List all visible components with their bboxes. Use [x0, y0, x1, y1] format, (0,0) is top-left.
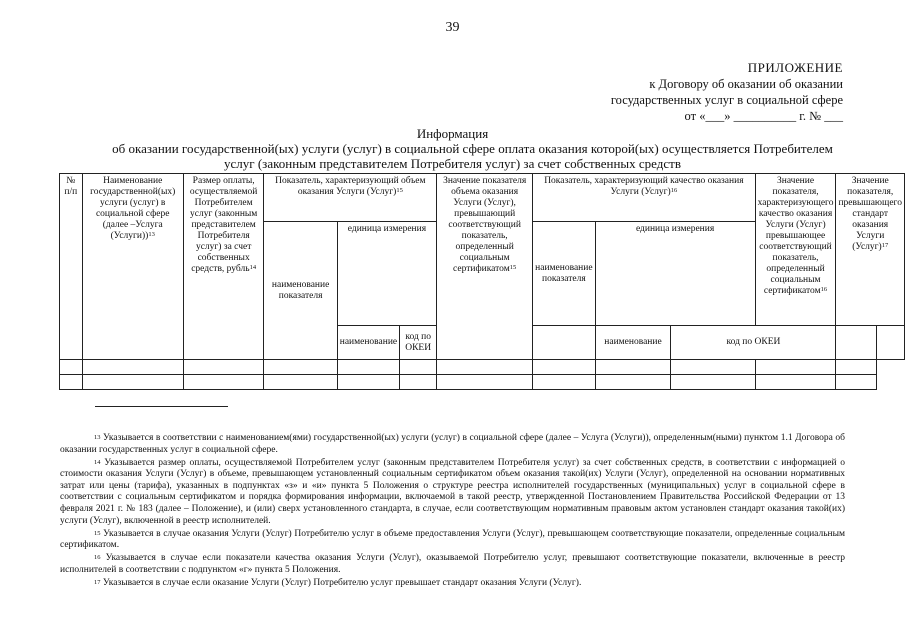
- footnote-14: $^{14}$ Указывается размер оплаты, осуществляемой Потребителем услуг (законным представителем Потребителя услуг) за счет собственных средств, в соответствии с информацией о стоимости оказания Услуги (Услуг) в объеме, превышающем установленный социальным сертификатом объем оказания такой(их) Услуги (Услуг), определенной на основании нормативных затрат или цены (тарифа), указанных в подпунктах «з» и «и» пункта 5 Положения о структуре реестра исполнителей государственных (муниципальных) услуг в социальной сфере в соответствии с социальным сертификатом и порядка формирования информации, включаемой в такой реестр, утвержденной Постановлением Правительства Российской Федерации от 13 февраля 2021 г. № 183 (далее – Положение), и (или) сверх установленного стандарта, в случае, если соответствующим нормативным правовым актом установлен стандарт оказания такой(их) услуги (Услуг), включенной в реестр исполнителей.: [60, 457, 846, 526]
- header-quality-indicator: Показатель, характеризующий качество оказания Услуги (Услуг)$^{16}$: [533, 174, 755, 222]
- heading-line-2: услуг (законным представителем Потребителя услуг) за счет собственных средств: [224, 156, 681, 171]
- header-payment: Размер оплаты, осуществляемой Потребителем услуг (законным представителем Потребителя услуг) за счет собственных средств, рубль$^{14}$: [183, 174, 264, 360]
- footnote-15: $^{15}$ Указывается в случае оказания Услуги (Услуг) Потребителю услуг в объеме предоставления Услуги (Услуг), превышающем соответствующие показатели, определенные социальным сертификатом.: [60, 528, 846, 551]
- appendix-header: [611, 60, 843, 124]
- header-service-name: Наименование государственной(ых) услуги (услуг) в социальной сфере (далее –Услуга (Услуги))$^{13}$: [82, 174, 183, 360]
- services-table: [59, 173, 905, 390]
- heading-line-1: об оказании государственной(ых) услуги (услуг) в социальной сфере оплата оказания которой(ых) осуществляется Потребителем: [112, 141, 833, 156]
- footnote-16: $^{16}$ Указывается в случае если показатели качества оказания Услуги (Услуг), оказываемой Потребителю услуг, превышают соответствующие показатели, включенные в реестр исполнителей в соответствии с подпунктом «г» пункта 5 Положения.: [60, 553, 845, 576]
- header-quality-unit-name: наименование: [595, 326, 671, 360]
- header-volume-indicator: Показатель, характеризующий объем оказания Услуги (Услуг)$^{15}$: [264, 174, 437, 222]
- header-quality-indicator-name: наименование показателя: [533, 222, 595, 326]
- header-volume-unit-code: код по ОКЕИ: [400, 326, 437, 360]
- header-number: № п/п: [60, 174, 83, 360]
- header-std-blank-2: [876, 326, 904, 360]
- header-volume-unit-name: наименование: [337, 326, 399, 360]
- appendix-line-2: государственных услуг в социальной сфере: [610, 93, 843, 107]
- header-volume-unit: единица измерения: [337, 222, 436, 326]
- footnote-separator: [95, 406, 228, 407]
- table-row: [60, 360, 905, 375]
- heading-title: Информация: [416, 126, 489, 141]
- footnote-13: $^{13}$ Указывается в соответствии с наименованием(ями) государственной(ых) услуги (услуг) в социальной сфере (далее – Услуга (Услуги)), определенным(ными) пунктом 1.1 Договора об оказании государственных услуг в социальной сфере.: [60, 433, 845, 455]
- appendix-line-1: к Договору об оказании об оказании: [649, 77, 843, 91]
- header-quality-unit: единица измерения: [595, 222, 755, 326]
- appendix-line-3: от «___» __________ г. № ___: [684, 109, 843, 123]
- header-volume-value: Значение показателя объема оказания Услуги (Услуг), превышающий соответствующий показатель, определенный социальным сертификатом$^{15}$: [437, 174, 533, 360]
- header-quality-unit-code: код по ОКЕИ: [671, 326, 836, 360]
- header-volume-indicator-name: наименование показателя: [264, 222, 337, 360]
- table-row: [60, 375, 905, 390]
- header-quality-value: Значение показателя, характеризующего качество оказания Услуги (Услуг) превышающее соответствующий показатель, определенный социальным сертификатом$^{16}$: [755, 174, 836, 326]
- page-number: 39: [445, 20, 460, 35]
- document-heading: [0, 126, 905, 171]
- header-standard-value: Значение показателя, превышающего стандарт оказания Услуги (Услуг)$^{17}$: [836, 174, 905, 326]
- header-std-blank-1: [836, 326, 876, 360]
- footnotes: [60, 433, 845, 591]
- footnote-17: $^{17}$ Указывается в случае если оказание Услуги (Услуг) Потребителю услуг превышает стандарт оказания Услуги (Услуг).: [94, 578, 582, 589]
- header-quality-blank: [533, 326, 595, 360]
- appendix-title: ПРИЛОЖЕНИЕ: [747, 60, 843, 75]
